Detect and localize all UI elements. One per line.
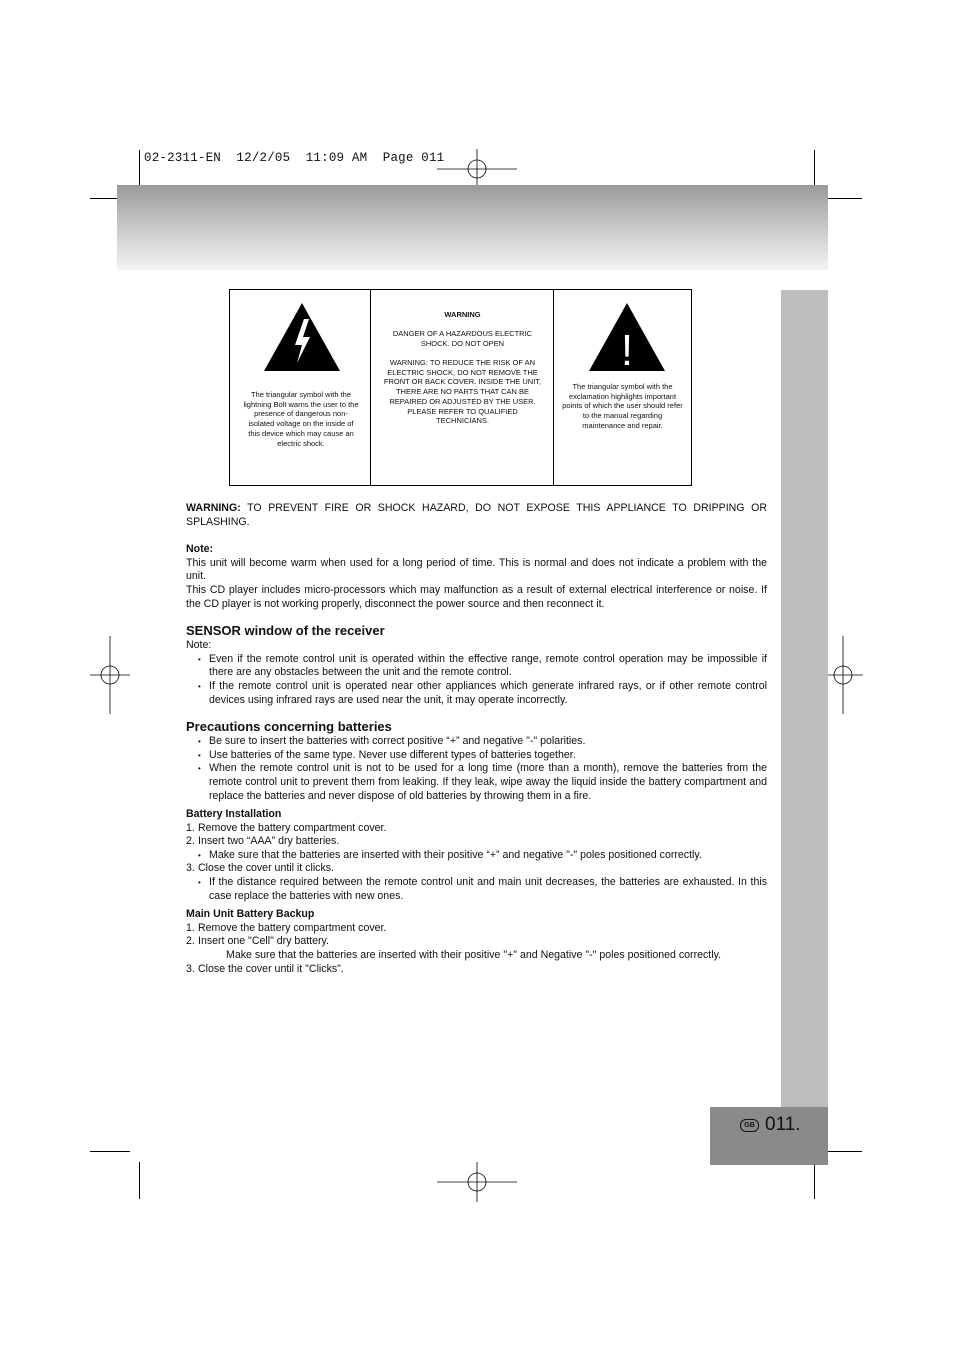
step-text: Insert two “AAA” dry batteries. bbox=[198, 835, 340, 848]
list-item bbox=[186, 822, 767, 836]
sensor-list bbox=[186, 653, 767, 707]
step-text: Close the cover until it "Clicks". bbox=[198, 962, 344, 975]
lightning-warning-icon bbox=[262, 301, 342, 373]
registration-mark-top bbox=[437, 149, 517, 189]
installation-heading: Battery Installation bbox=[186, 808, 282, 821]
manual-content bbox=[186, 502, 767, 976]
step-number: 2. bbox=[186, 935, 195, 948]
warning-risk-text: WARNING: TO REDUCE THE RISK OF AN ELECTRIC SHOCK, DO NOT REMOVE THE FRONT OR BACK COVER. INSIDE THE UNIT, THERE ARE NO PARTS THAT CAN BE REPAIRED OR ADJUSTED BY THE USER. PLEASE REFER TO QUALIFIED TECHNICIANS. bbox=[383, 358, 542, 426]
list-item: • Make sure that the batteries are inserted with their positive “+” and negative "-" poles positioned correctly. bbox=[209, 849, 767, 863]
list-item: • When the remote control unit is not to be used for a long time (more than a month), remove the batteries from the remote control unit to prevent them from leaking. If they leak, wipe away the liquid inside the battery compartment and replace the batteries and never dispose of old batteries by throwing them in a fire. bbox=[209, 762, 767, 803]
lightning-cell bbox=[230, 290, 371, 485]
step-number: 3. bbox=[186, 862, 195, 875]
list-item bbox=[186, 922, 767, 936]
gb-badge: GB bbox=[740, 1119, 759, 1132]
list-item: • Use batteries of the same type. Never use different types of batteries together. bbox=[209, 749, 767, 763]
list-item bbox=[186, 835, 767, 849]
list-item bbox=[186, 963, 767, 977]
header-gradient-band bbox=[117, 185, 828, 270]
warning-danger-text: DANGER OF A HAZARDOUS ELECTRIC SHOCK. DO NOT OPEN bbox=[392, 329, 533, 348]
exclamation-glyph: ! bbox=[620, 326, 634, 373]
crop-mark bbox=[814, 1162, 815, 1199]
installation-sublist bbox=[186, 876, 767, 903]
exclamation-warning-icon bbox=[587, 301, 667, 373]
side-gray-bar bbox=[781, 290, 828, 1107]
warning-symbol-box bbox=[229, 289, 692, 486]
crop-mark bbox=[139, 150, 140, 186]
print-slug: 02-2311-EN 12/2/05 11:09 AM Page 011 bbox=[144, 151, 445, 165]
registration-mark-right bbox=[823, 636, 863, 714]
warning-center-cell bbox=[371, 290, 554, 485]
fire-warning bbox=[186, 502, 767, 529]
list-item: • Be sure to insert the batteries with correct positive “+” and negative "-" polarities. bbox=[209, 735, 767, 749]
batteries-heading: Precautions concerning batteries bbox=[186, 719, 392, 735]
registration-mark-bottom bbox=[437, 1162, 517, 1202]
page-number bbox=[740, 1114, 801, 1136]
backup-heading: Main Unit Battery Backup bbox=[186, 908, 315, 921]
crop-mark bbox=[824, 198, 862, 199]
list-item: • If the distance required between the remote control unit and main unit decreases, the batteries are exhausted. In this case replace the batteries with new ones. bbox=[209, 876, 767, 903]
batteries-list bbox=[186, 735, 767, 803]
step-text: Close the cover until it clicks. bbox=[198, 862, 335, 875]
list-item: • If the remote control unit is operated near other appliances which generate infrared rays, or if other remote control devices using infrared rays are used near the unit, it may operate incorrectly. bbox=[209, 680, 767, 707]
crop-mark bbox=[90, 1151, 130, 1152]
list-item bbox=[186, 862, 767, 876]
page-number-text: 011. bbox=[765, 1114, 801, 1135]
list-item bbox=[186, 935, 767, 949]
step-text: Insert one "Cell" dry battery. bbox=[198, 935, 329, 948]
step-number: 1. bbox=[186, 921, 195, 934]
list-item: • Even if the remote control unit is operated within the effective range, remote control operation may be impossible if there are any obstacles between the unit and the remote control. bbox=[209, 653, 767, 680]
crop-mark bbox=[824, 1151, 862, 1152]
step-text: Remove the battery compartment cover. bbox=[198, 921, 387, 934]
exclamation-caption: The triangular symbol with the exclamation highlights important points of which the user should refer to the manual regarding maintenance and repair. bbox=[562, 382, 683, 430]
warning-text: TO PREVENT FIRE OR SHOCK HAZARD, DO NOT EXPOSE THIS APPLIANCE TO DRIPPING OR SPLASHING. bbox=[186, 502, 767, 528]
registration-mark-left bbox=[90, 636, 130, 714]
note-label: Note: bbox=[186, 543, 214, 556]
lightning-caption: The triangular symbol with the lightning Bolt warns the user to the presence of dangerous non-isolated voltage on the inside of this device which may cause an electric shock. bbox=[243, 390, 359, 448]
exclamation-cell bbox=[554, 290, 691, 485]
step-number: 1. bbox=[186, 821, 195, 834]
sensor-heading: SENSOR window of the receiver bbox=[186, 623, 385, 639]
crop-mark bbox=[139, 1162, 140, 1199]
sensor-note: Note: bbox=[186, 639, 212, 652]
installation-sublist bbox=[186, 849, 767, 863]
warning-label: WARNING: bbox=[186, 502, 241, 514]
step-text: Remove the battery compartment cover. bbox=[198, 821, 387, 834]
warning-title: WARNING bbox=[444, 310, 481, 319]
note-paragraph-2: This CD player includes micro-processors which may malfunction as a result of external electrical interference or noise. If the CD player is not working properly, disconnect the power source and then reconnect it. bbox=[186, 583, 767, 610]
step-number: 2. bbox=[186, 835, 195, 848]
crop-mark bbox=[814, 150, 815, 186]
step-number: 3. bbox=[186, 962, 195, 975]
backup-step2-note: Make sure that the batteries are inserted with their positive "+" and Negative "-" poles positioned correctly. bbox=[226, 949, 722, 962]
note-paragraph-1: This unit will become warm when used for a long period of time. This is normal and does not indicate a problem with the unit. bbox=[186, 556, 767, 583]
